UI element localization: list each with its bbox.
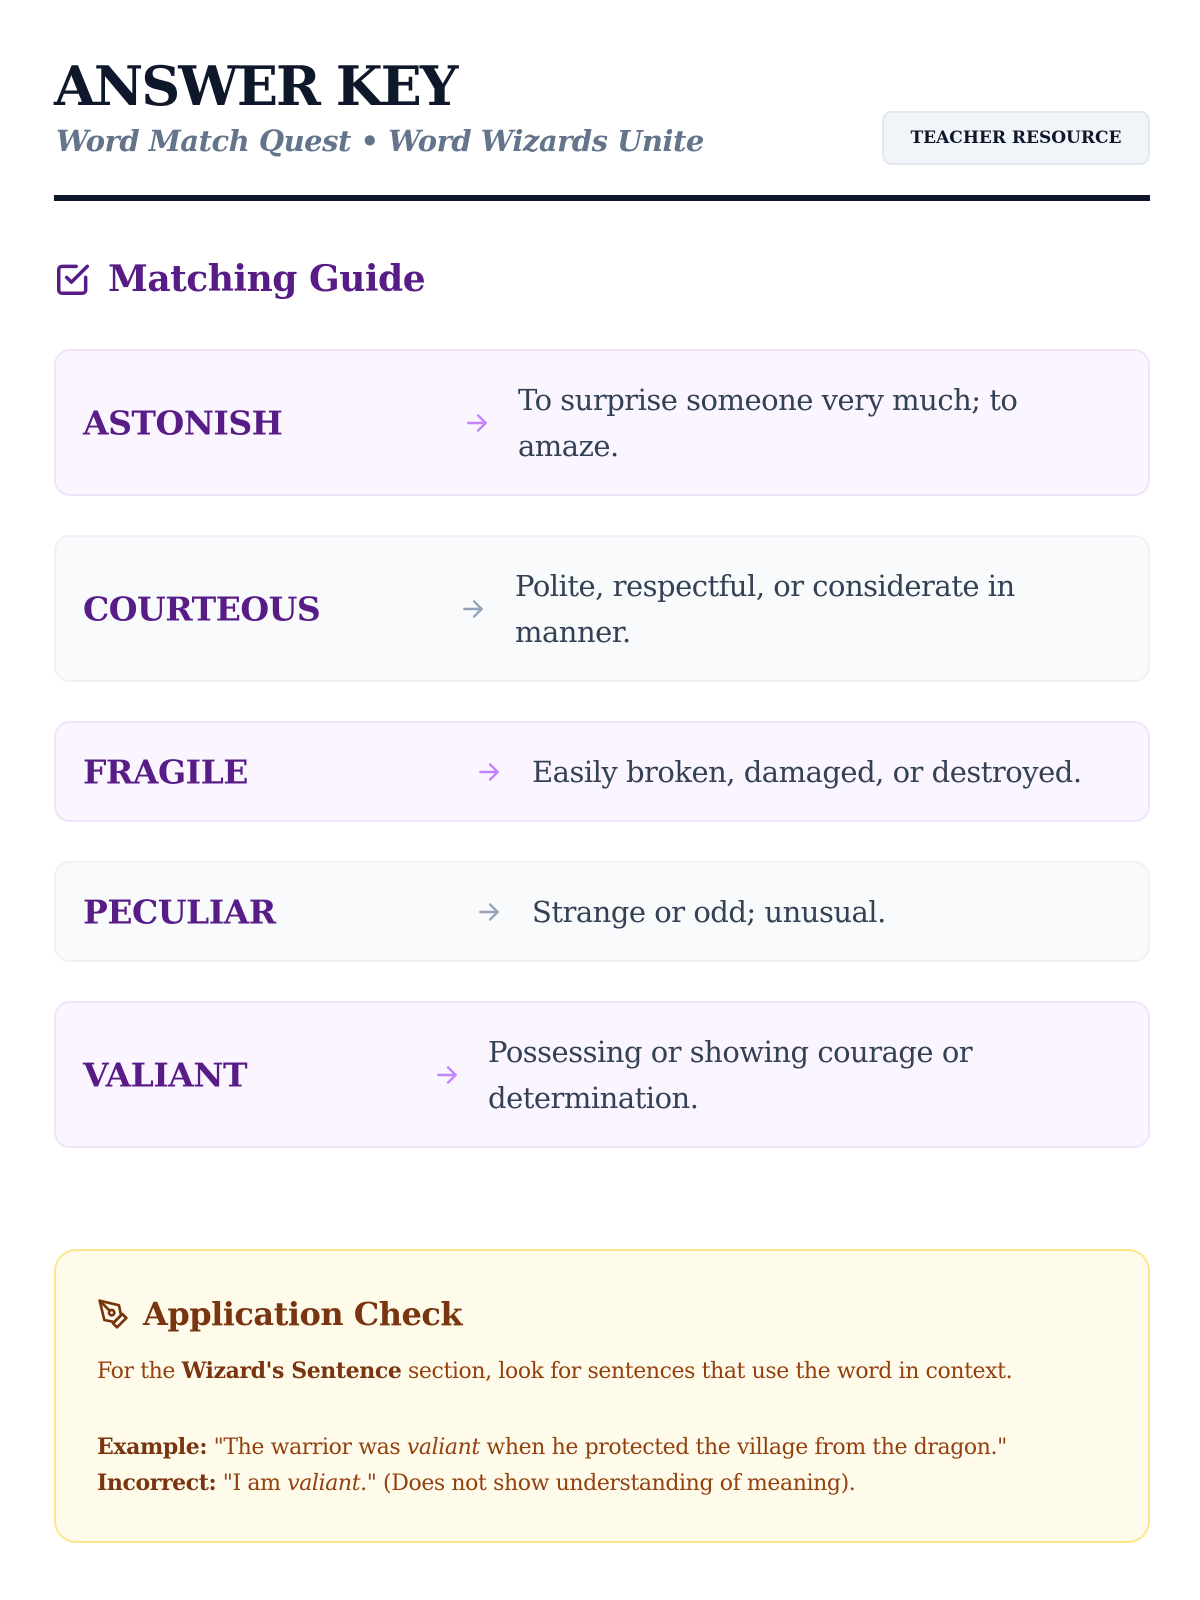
page-subtitle: Word Match Quest • Word Wizards Unite [56, 124, 704, 158]
application-intro [97, 1353, 1012, 1390]
match-row-peculiar [54, 861, 1150, 962]
incorrect-suffix: ." (Does not show understanding of meaning). [360, 1471, 856, 1496]
definition-line: Strange or odd; unusual. [532, 894, 886, 929]
match-definition [518, 377, 1017, 469]
application-check-heading [97, 1295, 462, 1333]
example-prefix: "The warrior was [207, 1435, 407, 1460]
section-title: Matching Guide [108, 258, 426, 300]
match-definition [532, 889, 886, 935]
definition-line: amaze. [518, 428, 619, 463]
application-example [97, 1429, 1007, 1466]
match-definition [515, 563, 1015, 655]
match-definition [532, 749, 1082, 795]
match-definition [488, 1029, 972, 1121]
checkbox-icon [54, 260, 92, 298]
incorrect-label: Incorrect: [97, 1470, 217, 1496]
example-suffix: when he protected the village from the dragon." [479, 1435, 1007, 1460]
match-term: COURTEOUS [83, 589, 321, 628]
teacher-resource-badge: TEACHER RESOURCE [882, 111, 1150, 165]
match-term: ASTONISH [83, 403, 283, 442]
example-italic: valiant [406, 1435, 480, 1460]
arrow-right-icon [460, 596, 486, 622]
definition-line: determination. [488, 1080, 699, 1115]
match-term: FRAGILE [83, 752, 248, 791]
match-row-fragile [54, 721, 1150, 822]
intro-bold: Wizard's Sentence [181, 1358, 402, 1384]
intro-suffix: section, look for sentences that use the word in context. [401, 1359, 1013, 1384]
match-row-courteous [54, 535, 1150, 682]
header [54, 0, 1150, 202]
application-check-title: Application Check [143, 1295, 463, 1333]
application-incorrect [97, 1465, 855, 1502]
definition-line: Polite, respectful, or considerate in [515, 568, 1015, 603]
definition-line: Possessing or showing courage or [488, 1034, 973, 1069]
incorrect-italic: valiant [287, 1471, 361, 1496]
pen-nib-icon [97, 1298, 129, 1330]
definition-line: Easily broken, damaged, or destroyed. [532, 754, 1082, 789]
match-term: PECULIAR [83, 892, 276, 931]
match-term: VALIANT [83, 1055, 248, 1094]
page-title: ANSWER KEY [54, 54, 457, 118]
definition-line: To surprise someone very much; to [518, 382, 1018, 417]
application-check-box [54, 1249, 1150, 1543]
example-label: Example: [97, 1434, 208, 1460]
matching-guide-heading [54, 258, 425, 300]
incorrect-prefix: "I am [216, 1471, 288, 1496]
intro-prefix: For the [97, 1359, 182, 1384]
arrow-right-icon [434, 1062, 460, 1088]
answer-key-page [54, 0, 1150, 1496]
match-row-valiant [54, 1001, 1150, 1148]
arrow-right-icon [464, 410, 490, 436]
match-row-astonish [54, 349, 1150, 496]
arrow-right-icon [476, 899, 502, 925]
header-divider [54, 195, 1150, 201]
definition-line: manner. [515, 614, 631, 649]
arrow-right-icon [476, 759, 502, 785]
